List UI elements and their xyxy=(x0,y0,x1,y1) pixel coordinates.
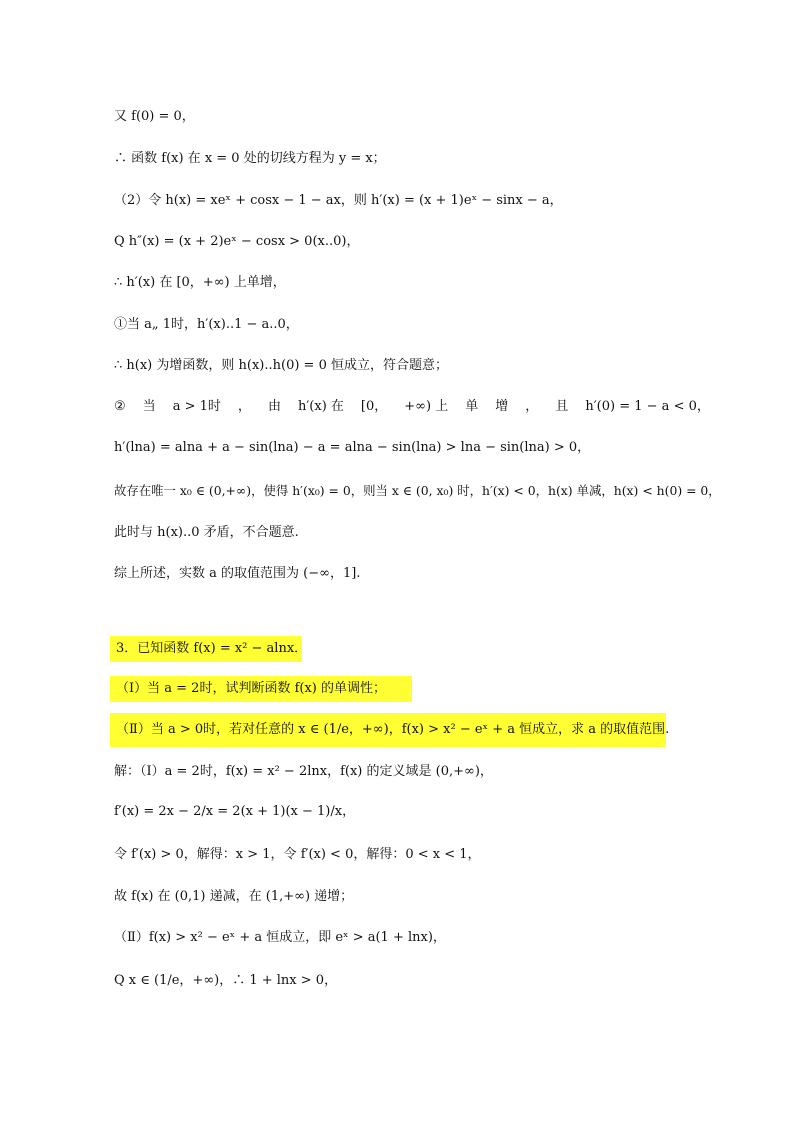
question-title: 3．已知函数 f(x) = x² − alnx． xyxy=(110,636,302,662)
text-line: （Ⅱ）f(x) > x² − eˣ + a 恒成立，即 eˣ > a(1 + lnx)， xyxy=(114,930,446,945)
text-line: （2）令 h(x) = xeˣ + cosx − 1 − ax，则 h′(x) = (x + 1)eˣ − sinx − a， xyxy=(114,193,563,208)
text-segment: [0， xyxy=(360,399,388,414)
text-segment: 增 xyxy=(495,399,509,414)
text-line: Q x ∈ (1/e，+∞)，∴ 1 + lnx > 0， xyxy=(114,973,338,988)
text-segment: ， xyxy=(237,399,251,414)
question-part-one: （Ⅰ）当 a = 2时，试判断函数 f(x) 的单调性； xyxy=(110,676,412,702)
text-line: 解：（Ⅰ）a = 2时，f(x) = x² − 2lnx，f(x) 的定义域是 (0,+∞)， xyxy=(114,764,493,779)
text-line: ①当 a„ 1时，h′(x)..1 − a..0， xyxy=(114,317,299,332)
case-two-line xyxy=(114,398,710,416)
text-segment: 单 xyxy=(465,399,479,414)
text-line: h′(lna) = alna + a − sin(lna) − a = alna − sin(lna) > lna − sin(lna) > 0， xyxy=(114,440,591,455)
text-line: ∴ h(x) 为增函数，则 h(x)..h(0) = 0 恒成立，符合题意； xyxy=(114,358,448,373)
text-line: 令 f′(x) > 0，解得：x > 1，令 f′(x) < 0，解得：0 < x < 1， xyxy=(114,847,481,862)
text-line: ∴ h′(x) 在 [0，+∞) 上单增， xyxy=(114,275,286,290)
text-line: ∴ 函数 f(x) 在 x = 0 处的切线方程为 y = x； xyxy=(114,151,386,166)
text-segment: 当 xyxy=(142,399,156,414)
text-segment: ， xyxy=(525,399,539,414)
question-part-two: （Ⅱ）当 a > 0时，若对任意的 x ∈ (1/e，+∞)，f(x) > x² − eˣ + a 恒成立，求 a 的取值范围. xyxy=(110,713,666,747)
text-segment: a > 1时 xyxy=(172,399,221,414)
text-segment: h′(x) 在 xyxy=(297,399,344,414)
text-line: 此时与 h(x)..0 矛盾，不合题意. xyxy=(114,525,299,540)
text-line: 故 f(x) 在 (0,1) 递减，在 (1,+∞) 递增； xyxy=(114,889,354,904)
text-segment: 且 xyxy=(555,399,569,414)
text-segment: ② xyxy=(114,399,126,414)
text-line: 综上所述，实数 a 的取值范围为 (−∞，1]. xyxy=(114,566,361,581)
text-segment: 由 xyxy=(267,399,281,414)
text-line: f′(x) = 2x − 2/x = 2(x + 1)(x − 1)/x， xyxy=(114,804,356,819)
text-segment: +∞) 上 xyxy=(404,399,449,414)
text-line: Q h″(x) = (x + 2)eˣ − cosx > 0(x..0)， xyxy=(114,234,360,249)
text-segment: h′(0) = 1 − a < 0， xyxy=(585,399,710,414)
text-line: 又 f(0) = 0， xyxy=(114,109,195,124)
text-line: 故存在唯一 x₀ ∈ (0,+∞)，使得 h′(x₀) = 0，则当 x ∈ (0, x₀) 时，h′(x) < 0，h(x) 单减，h(x) < h(0) = 0， xyxy=(114,483,721,498)
